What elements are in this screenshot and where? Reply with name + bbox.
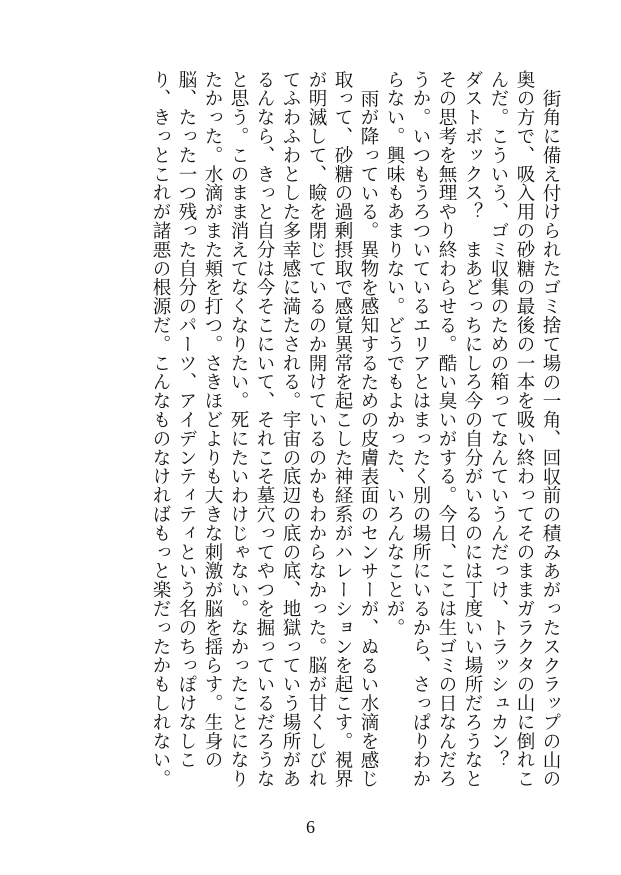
vertical-text-body: [58, 70, 563, 805]
paragraph-1: 街角に備え付けられたゴミ捨て場の一角、回収前の積みあがったスクラップの山の奥の方で、吸入用の砂糖の最後の一本を吸い終わってそのままガラクタの山に倒れこんだ。こういう、ゴミ収集のための箱ってなんていうんだっけ、トラッシュカン？ ダストボックス？ まあどっちにしろ今の自分がいるのには丁度いい場所だろうなとその思考を無理やり終わらせる。酷い臭いがする。今日、ここは生ゴミの日なんだろうか。いつもうろついているエリアとはまったく別の場所にいるから、さっぱりわからない。興味もあまりない。どうでもよかった、いろんなことが。: [384, 70, 561, 789]
paragraph-2: 雨が降っている。異物を感知するための皮膚表面のセンサーが、ぬるい水滴を感じ取って、砂糖の過剰摂取で感覚異常を起こした神経系がハレーションを起こす。視界が明滅して、瞼を閉じているのか開けているのかもわからなかった。脳が甘くしびれてふわふわとした多幸感に満たされる。宇宙の底辺の底の底、地獄っていう場所があるんなら、きっと自分は今そこにいて、それこそ墓穴ってやつを掘っているだろうなと思う。このまま消えてなくなりたい。死にたいわけじゃない。なかったことになりたかった。水滴がまた頬を打つ。さきほどよりも大きな刺激が脳を揺らす。生身の脳、たった一つ残った自分のパーツ、アイデンティティという名のちっぽけなしこり、きっとこれが諸悪の根源だ。こんなものなければもっと楽だったかもしれない。: [150, 70, 379, 789]
page-number: 6: [306, 817, 315, 837]
